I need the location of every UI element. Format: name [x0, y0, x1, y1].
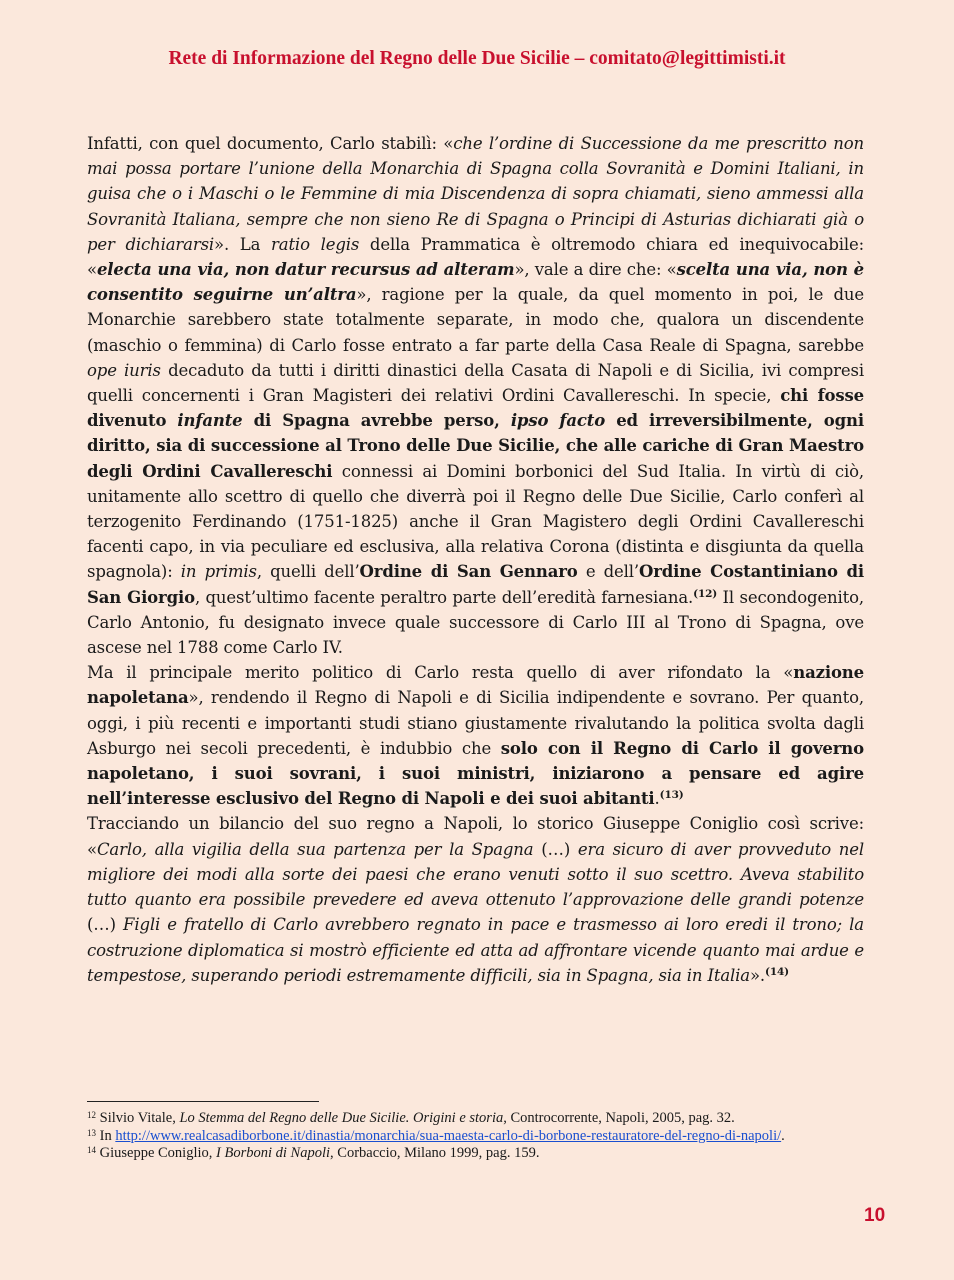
- bold-statement: chi fosse divenuto infante di Spagna avrebbe perso, ipso facto ed irreversibilmente, ogni diritto, sia di successione al Trono delle Due Sicilie, che alle cariche di Gran Maestro degli Ordini Cavallereschi: [87, 386, 865, 481]
- footnote-12: $^{12}$ Silvio Vitale, Lo Stemma del Regno delle Due Sicilie. Origini e storia, Controcorrente, Napoli, 2005, pag. 32.: [87, 1110, 735, 1126]
- footnote-link[interactable]: http://www.realcasadiborbone.it/dinastia/monarchia/sua-maesta-carlo-di-borbone-restauratore-del-regno-di-napoli/: [115, 1127, 782, 1144]
- page-number: 10: [864, 1205, 886, 1226]
- page-header: Rete di Informazione del Regno delle Due Sicilie – comitato@legittimisti.it: [168, 48, 786, 69]
- footnote-14: $^{14}$ Giuseppe Coniglio, I Borboni di Napoli, Corbaccio, Milano 1999, pag. 159.: [87, 1145, 540, 1161]
- footnote-divider: [87, 1101, 319, 1102]
- footnote-ref-13[interactable]: (13): [659, 789, 684, 802]
- footnote-ref-12[interactable]: (12): [693, 587, 718, 600]
- paragraph-coniglio: Tracciando un bilancio del suo regno a Napoli, lo storico Giuseppe Coniglio così scrive: «Carlo, alla vigilia della sua partenza per la Spagna (…) era sicuro di aver provveduto nel migliore dei modi alla sorte dei paesi che erano venuti sotto il suo scettro. Aveva stabilito tutto quanto era possibile prevedere ed aveva ottenuto l’approvazione delle grandi potenze (…) Figli e fratello di Carlo avrebbero regnato in pace e trasmesso ai loro eredi il trono; la costruzione diplomatica si mostrò efficiente ed atta ad affrontare vicende quanto mai ardue e tempestose, superando periodi estremamente difficili, sia in Spagna, sia in Italia».$^{(14)}$: [87, 814, 864, 985]
- body-text: [87, 131, 864, 988]
- footnote-ref-14[interactable]: (14): [765, 965, 789, 978]
- paragraph-nazione: Ma il principale merito politico di Carlo resta quello di aver rifondato la «nazione napoletana», rendendo il Regno di Napoli e di Sicilia indipendente e sovrano. Per quanto, oggi, i più recenti e importanti studi stiano giustamente rivalutando la politica svolta dagli Asburgo nei secoli precedenti, è indubbio che solo con il Regno di Carlo il governo napoletano, i suoi sovrani, i suoi ministri, iniziarono a pensare ed agire nell’interesse esclusivo del Regno di Napoli e dei suoi abitanti.$^{(13)}$: [87, 663, 864, 809]
- maxim-translation: scelta una via, non è consentito seguirne un’altra: [87, 260, 865, 305]
- footnote-13: $^{13}$ In http://www.realcasadiborbone.it/dinastia/monarchia/sua-maesta-carlo-di-borbone-restauratore-del-regno-di-napoli/.: [87, 1127, 785, 1144]
- quote-prammatica: che l’ordine di Successione da me prescritto non mai possa portare l’unione della Monarchia di Spagna colla Sovranità e Domini Italiani, in guisa che o i Maschi o le Femmine di mia Discendenza di sopra chiamati, sieno ammessi alla Sovranità Italiana, sempre che non sieno Re di Spagna o Principi di Asturias dichiarati già o per dichiararsi: [87, 134, 864, 254]
- footnotes: [87, 1110, 864, 1163]
- paragraph-prammatica: Infatti, con quel documento, Carlo stabilì: «che l’ordine di Successione da me prescritto non mai possa portare l’unione della Monarchia di Spagna colla Sovranità e Domini Italiani, in guisa che o i Maschi o le Femmine di mia Discendenza di sopra chiamati, sieno ammessi alla Sovranità Italiana, sempre che non sieno Re di Spagna o Principi di Asturias dichiarati già o per dichiararsi». La ratio legis della Prammatica è oltremodo chiara ed inequivocabile: «electa una via, non datur recursus ad alteram», vale a dire che: «scelta una via, non è consentito seguirne un’altra», ragione per la quale, da quel momento in poi, le due Monarchie sarebbero state totalmente separate, in modo che, qualora un discendente (maschio o femmina) di Carlo fosse entrato a far parte della Casa Reale di Spagna, sarebbe ope iuris decaduto da tutti i diritti dinastici della Casata di Napoli e di Sicilia, ivi compresi quelli concernenti i Gran Magisteri dei relativi Ordini Cavallereschi. In specie, chi fosse divenuto infante di Spagna avrebbe perso, ipso facto ed irreversibilmente, ogni diritto, sia di successione al Trono delle Due Sicilie, che alle cariche di Gran Maestro degli Ordini Cavallereschi connessi ai Domini borbonici del Sud Italia. In virtù di ciò, unitamente allo scettro di quello che diverrà poi il Regno delle Due Sicilie, Carlo conferì al terzogenito Ferdinando (1751-1825) anche il Gran Magistero degli Ordini Cavallereschi facenti capo, in via peculiare ed esclusiva, alla relativa Corona (distinta e disgiunta da quella spagnola): in primis, quelli dell’Ordine di San Gennaro e dell’Ordine Costantiniano di San Giorgio, quest’ultimo facente peraltro parte dell’eredità farnesiana.$^{(12)}$ Il secondogenito, Carlo Antonio, fu designato invece quale successore di Carlo III al Trono di Spagna, ove ascese nel 1788 come Carlo IV.: [87, 134, 865, 658]
- latin-maxim: electa una via, non datur recursus ad alteram: [96, 260, 515, 280]
- bold-statement: solo con il Regno di Carlo il governo napoletano, i suoi sovrani, i suoi ministri, iniziarono a pensare ed agire nell’interesse esclusivo del Regno di Napoli e dei suoi abitanti: [87, 738, 864, 809]
